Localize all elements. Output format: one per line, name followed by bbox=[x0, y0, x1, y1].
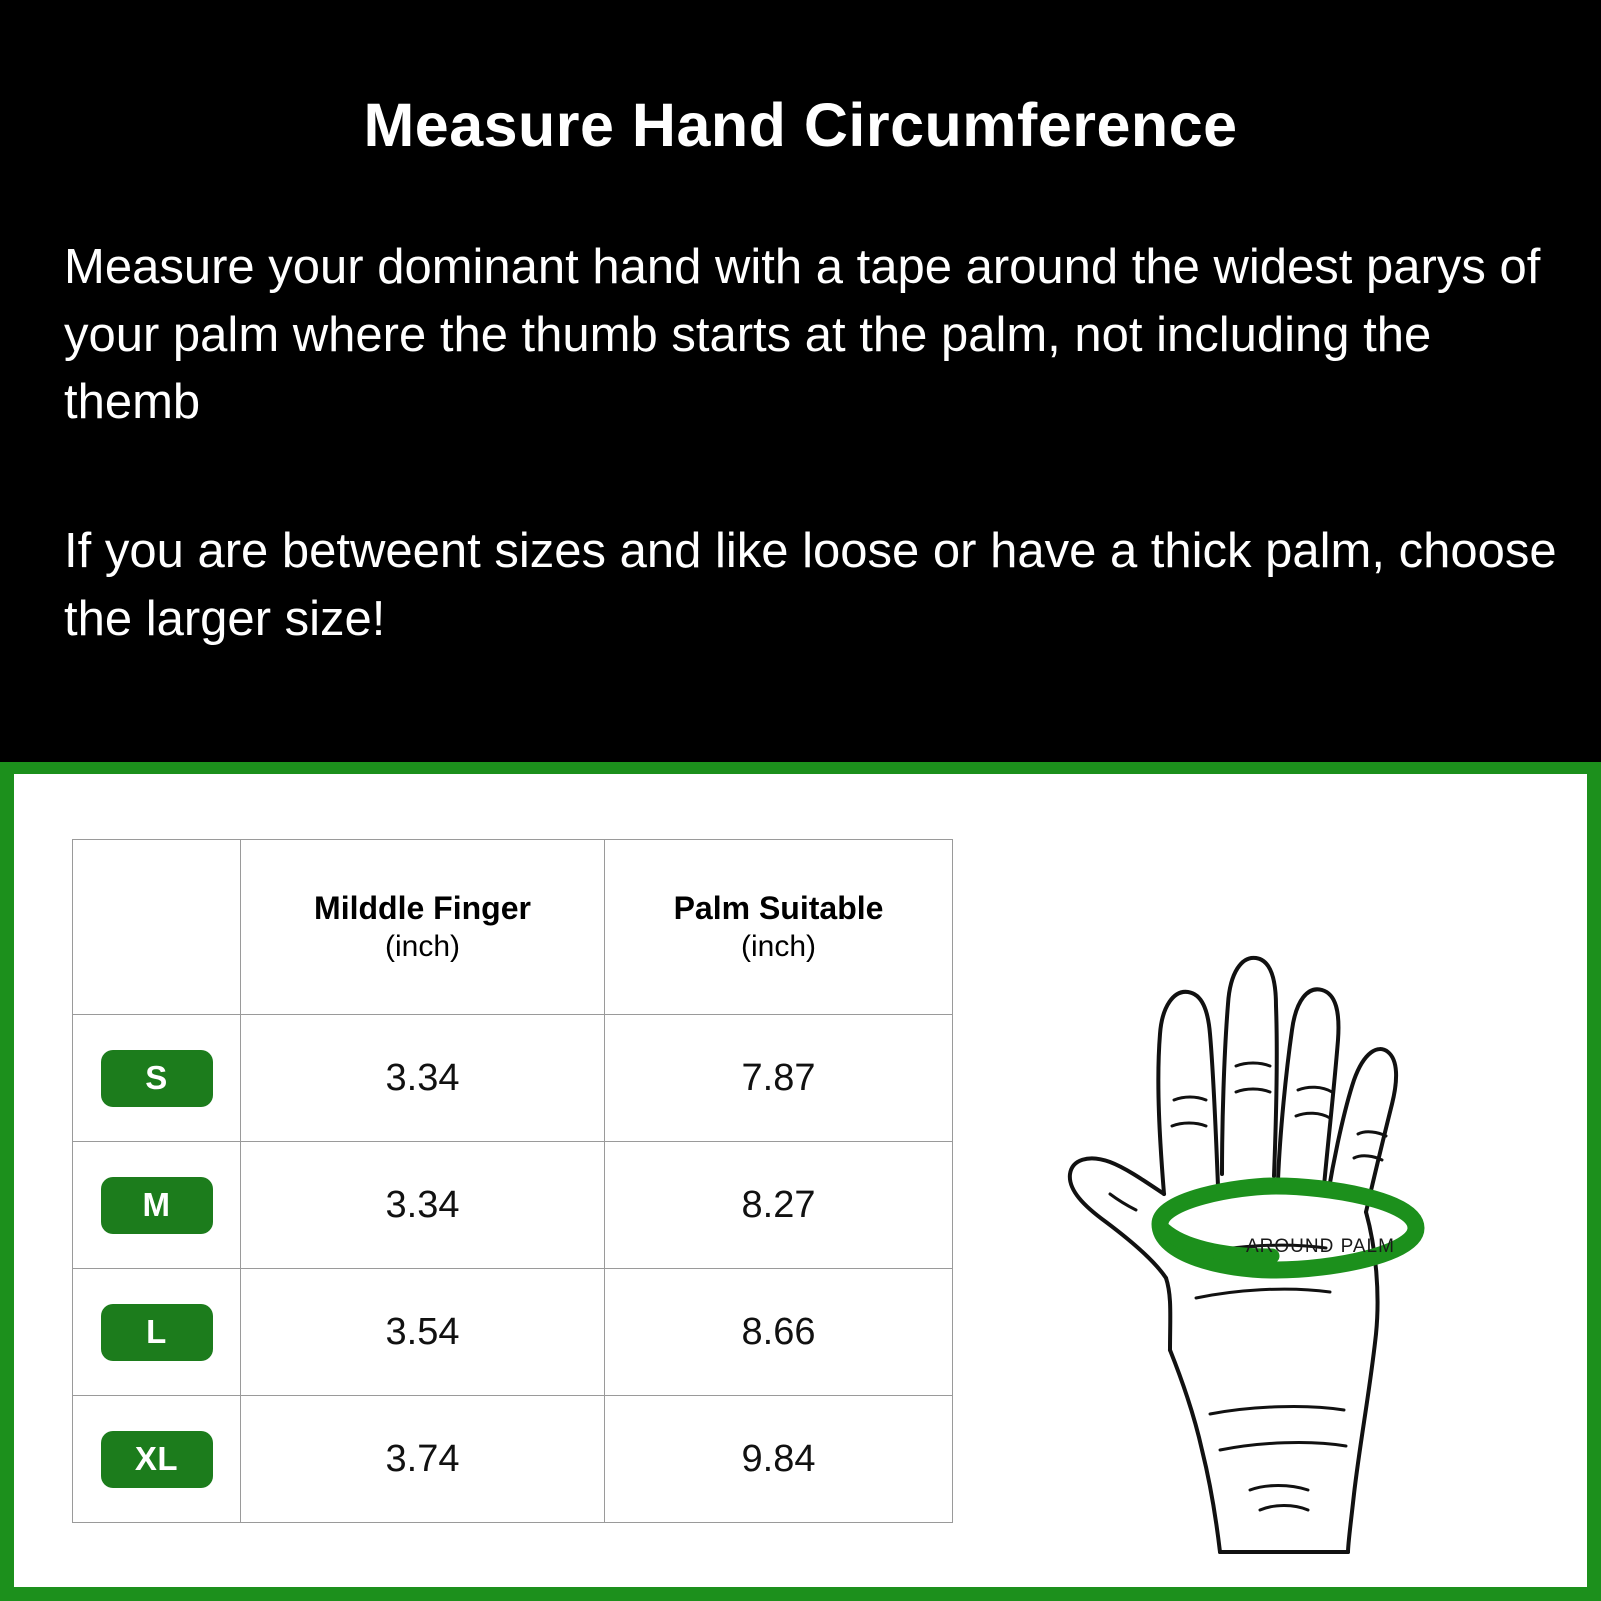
table-cell-middle-finger: 3.34 bbox=[241, 1142, 605, 1269]
table-header bbox=[73, 840, 953, 1015]
table-row bbox=[73, 1015, 953, 1142]
table-cell-size bbox=[73, 1396, 241, 1523]
table-header-middle-finger-unit: (inch) bbox=[384, 930, 460, 964]
size-badge: XL bbox=[101, 1431, 213, 1488]
table-cell-size bbox=[73, 1142, 241, 1269]
hand-illustration bbox=[1014, 894, 1514, 1554]
table-header-size bbox=[73, 840, 241, 1015]
around-palm-label: AROUND PALM bbox=[1246, 1236, 1395, 1257]
table-header-middle-finger-main: Milddle Finger bbox=[314, 890, 531, 927]
table-cell-middle-finger: 3.34 bbox=[241, 1015, 605, 1142]
table-cell-palm: 8.27 bbox=[605, 1142, 953, 1269]
hand-outline-icon bbox=[1014, 894, 1514, 1554]
table-header-middle-finger bbox=[241, 840, 605, 1015]
table-body bbox=[73, 1015, 953, 1523]
size-chart-table bbox=[72, 839, 953, 1523]
table-header-palm-main: Palm Suitable bbox=[673, 890, 884, 927]
table-cell-middle-finger: 3.54 bbox=[241, 1269, 605, 1396]
page-title: Measure Hand Circumference bbox=[363, 91, 1238, 159]
info-panel bbox=[0, 0, 1601, 762]
table-cell-palm: 7.87 bbox=[605, 1015, 953, 1142]
size-badge: S bbox=[101, 1050, 213, 1107]
table-header-row bbox=[73, 840, 953, 1015]
table-header-palm bbox=[605, 840, 953, 1015]
table-cell-size bbox=[73, 1015, 241, 1142]
table-header-palm-unit: (inch) bbox=[740, 930, 816, 964]
table-cell-size bbox=[73, 1269, 241, 1396]
table-cell-middle-finger: 3.74 bbox=[241, 1396, 605, 1523]
table-row bbox=[73, 1142, 953, 1269]
table-cell-palm: 8.66 bbox=[605, 1269, 953, 1396]
size-table-panel-inner bbox=[14, 774, 1587, 1587]
table-cell-palm: 9.84 bbox=[605, 1396, 953, 1523]
table-row bbox=[73, 1269, 953, 1396]
table-row bbox=[73, 1396, 953, 1523]
instruction-paragraph-1: Measure your dominant hand with a tape around the widest parys of your palm where the thumb starts at the palm, not including the themb bbox=[64, 240, 1541, 430]
size-badge: L bbox=[101, 1304, 213, 1361]
size-badge: M bbox=[101, 1177, 213, 1234]
size-table-panel bbox=[0, 762, 1601, 1601]
instruction-paragraph-2: If you are betweent sizes and like loose or have a thick palm, choose the larger size! bbox=[64, 524, 1557, 646]
